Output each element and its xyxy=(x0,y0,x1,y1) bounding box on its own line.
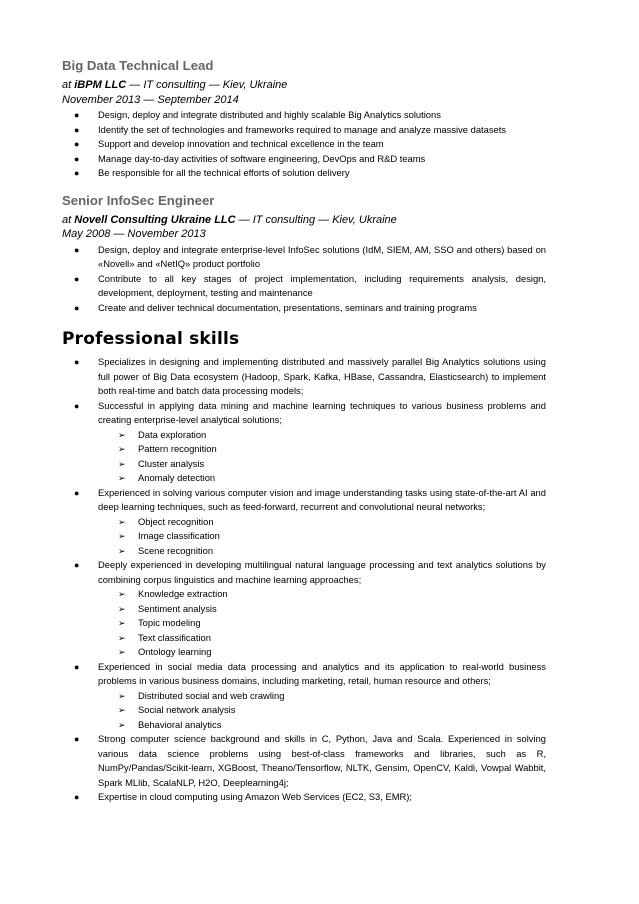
bullet-icon: ● xyxy=(74,302,80,313)
sub-item-text: Text classification xyxy=(138,631,211,643)
sub-item xyxy=(62,718,546,733)
skill-subitems xyxy=(62,587,546,660)
job-company-details: — IT consulting — Kiev, Ukraine xyxy=(235,213,397,226)
job-company: iBPM LLC xyxy=(74,79,127,91)
job-dates: November 2013 — September 2014 xyxy=(62,93,239,106)
bullet-icon: ● xyxy=(74,560,80,570)
section-title-professional-skills: Professional skills xyxy=(62,329,240,349)
list-item xyxy=(62,243,546,272)
job-responsibilities xyxy=(62,108,546,181)
sub-item-text: Knowledge extraction xyxy=(138,588,228,599)
sub-list xyxy=(62,515,546,559)
skill-item xyxy=(62,558,546,587)
bullet-icon: ● xyxy=(74,124,80,135)
arrow-bullet-icon: ➢ xyxy=(118,473,126,483)
skill-item xyxy=(62,660,546,689)
bullet-icon: ● xyxy=(74,244,80,255)
sub-item-text: Pattern recognition xyxy=(138,443,217,454)
skill-item xyxy=(62,399,546,428)
sub-list xyxy=(62,428,546,486)
sub-item xyxy=(62,631,546,646)
arrow-bullet-icon: ➢ xyxy=(118,719,126,730)
sub-item-text: Social network analysis xyxy=(138,704,236,715)
skill-text: Experienced in solving various computer vision and image understanding tasks using state-of-the-art AI and deep learning techniques, such as feed-forward, recurrent and convolutional neural networks; xyxy=(98,486,546,512)
sub-item-text: Sentiment analysis xyxy=(138,602,217,614)
sub-item-text: Image classification xyxy=(138,530,220,541)
sub-list xyxy=(62,587,546,660)
list-item xyxy=(62,137,546,152)
bullet-icon: ● xyxy=(74,661,80,672)
bullet-icon: ● xyxy=(74,734,80,744)
list-item-text: Manage day-to-day activities of software engineering, DevOps and R&D teams xyxy=(98,152,426,164)
arrow-bullet-icon: ➢ xyxy=(118,516,126,527)
resume-page xyxy=(62,58,546,805)
list-item xyxy=(62,123,546,138)
job-company: Novell Consulting Ukraine LLC xyxy=(74,213,236,226)
sub-item xyxy=(62,602,546,617)
list-item-text: Support and develop innovation and technical excellence in the team xyxy=(98,138,384,149)
list-item-text: Identify the set of technologies and frameworks required to manage and analyze massive datasets xyxy=(98,123,507,135)
sub-item-text: Behavioral analytics xyxy=(138,718,222,730)
job-company-details: — IT consulting — Kiev, Ukraine xyxy=(126,79,288,91)
list-item xyxy=(62,152,546,167)
sub-item xyxy=(62,457,546,472)
list-item xyxy=(62,272,546,301)
sub-item-text: Object recognition xyxy=(138,515,214,527)
sub-list xyxy=(62,689,546,733)
list-item-text: Contribute to all key stages of project implementation, including requirements analysis, design, development, deployment, testing and maintenance xyxy=(98,272,546,298)
sub-item xyxy=(62,645,546,660)
skill-text: Successful in applying data mining and machine learning techniques to various business problems and creating enterprise-level analytical solutions; xyxy=(98,399,546,425)
sub-item xyxy=(62,515,546,530)
job-entry xyxy=(62,193,546,316)
arrow-bullet-icon: ➢ xyxy=(118,589,126,599)
job-entry xyxy=(62,58,546,181)
sub-item-text: Cluster analysis xyxy=(138,457,205,469)
experience-list xyxy=(62,58,546,315)
sub-item xyxy=(62,689,546,704)
job-at: at xyxy=(62,213,72,226)
arrow-bullet-icon: ➢ xyxy=(118,632,126,643)
list-item xyxy=(62,166,546,181)
arrow-bullet-icon: ➢ xyxy=(118,603,126,614)
arrow-bullet-icon: ➢ xyxy=(118,531,126,541)
job-responsibilities xyxy=(62,243,546,316)
sub-item xyxy=(62,442,546,457)
sub-item xyxy=(62,544,546,559)
sub-item-text: Distributed social and web crawling xyxy=(138,689,285,701)
arrow-bullet-icon: ➢ xyxy=(118,429,126,440)
bullet-icon: ● xyxy=(74,168,80,178)
job-company-line xyxy=(62,78,546,93)
list-item-text: Be responsible for all the technical efforts of solution delivery xyxy=(98,167,350,178)
bullet-icon: ● xyxy=(74,139,80,149)
job-title: Big Data Technical Lead xyxy=(62,58,214,73)
bullet-icon: ● xyxy=(74,357,80,367)
bullet-icon: ● xyxy=(74,792,80,802)
sub-item-text: Anomaly detection xyxy=(138,472,216,483)
arrow-bullet-icon: ➢ xyxy=(118,545,126,556)
arrow-bullet-icon: ➢ xyxy=(118,458,126,469)
sub-item xyxy=(62,471,546,486)
list-item xyxy=(62,301,546,316)
sub-item xyxy=(62,587,546,602)
skill-text: Specializes in designing and implementing distributed and massively parallel Big Analytics solutions using full power of Big Data ecosystem (Hadoop, Spark, Kafka, HBase, Cassandra, Elasticsearch) to implement both real-time and batch data processing models; xyxy=(98,356,546,396)
sub-item-text: Scene recognition xyxy=(138,544,214,556)
sub-item-text: Ontology learning xyxy=(138,646,212,657)
bullet-icon: ● xyxy=(74,110,80,120)
skill-item xyxy=(62,486,546,515)
job-title: Senior InfoSec Engineer xyxy=(62,192,215,208)
skill-text: Strong computer science background and skills in C, Python, Java and Scala. Experienced in solving various data science problems using best-of-class frameworks and libraries, such as R, NumPy/Pandas/Scikit-learn, XGBoost, Theano/Tensorflow, NLTK, Gensim, OpenCV, Kaldi, Vowpal Wabbit, Spark MLlib, ScalaNLP, H2O, Deeplearning4j; xyxy=(98,733,546,788)
job-at: at xyxy=(62,79,72,91)
list-item-text: Design, deploy and integrate enterprise-level InfoSec solutions (IdM, SIEM, AM, SSO and others) based on «Novell» and «NetIQ» product portfolio xyxy=(98,243,546,269)
bullet-icon: ● xyxy=(74,400,80,411)
list-item-text: Design, deploy and integrate distributed and highly scalable Big Analytics solutions xyxy=(98,109,441,120)
skill-text: Experienced in social media data processing and analytics and its application to real-world business problems in various business domains, including marketing, retail, human resource and others; xyxy=(98,660,546,686)
arrow-bullet-icon: ➢ xyxy=(118,705,126,715)
skill-subitems xyxy=(62,689,546,733)
skill-item xyxy=(62,732,546,790)
skill-text: Expertise in cloud computing using Amazon Web Services (EC2, S3, EMR); xyxy=(98,791,413,802)
arrow-bullet-icon: ➢ xyxy=(118,647,126,657)
sub-item xyxy=(62,703,546,718)
list-item-text: Create and deliver technical documentation, presentations, seminars and training programs xyxy=(98,301,477,313)
skills-list xyxy=(62,355,546,805)
arrow-bullet-icon: ➢ xyxy=(118,618,126,628)
job-company-line xyxy=(62,213,546,228)
arrow-bullet-icon: ➢ xyxy=(118,690,126,701)
sub-item-text: Data exploration xyxy=(138,428,207,440)
job-dates: May 2008 — November 2013 xyxy=(62,228,206,240)
sub-item-text: Topic modeling xyxy=(138,617,201,628)
sub-item xyxy=(62,428,546,443)
list-item xyxy=(62,108,546,123)
skill-subitems xyxy=(62,515,546,559)
sub-item xyxy=(62,616,546,631)
bullet-icon: ● xyxy=(74,273,80,284)
skill-subitems xyxy=(62,428,546,486)
bullet-icon: ● xyxy=(74,153,80,164)
arrow-bullet-icon: ➢ xyxy=(118,444,126,454)
skill-text: Deeply experienced in developing multilingual natural language processing and text analytics solutions by combining corpus linguistics and machine learning approaches; xyxy=(98,559,546,585)
skill-item xyxy=(62,355,546,399)
sub-item xyxy=(62,529,546,544)
skill-item xyxy=(62,790,546,805)
bullet-icon: ● xyxy=(74,487,80,498)
